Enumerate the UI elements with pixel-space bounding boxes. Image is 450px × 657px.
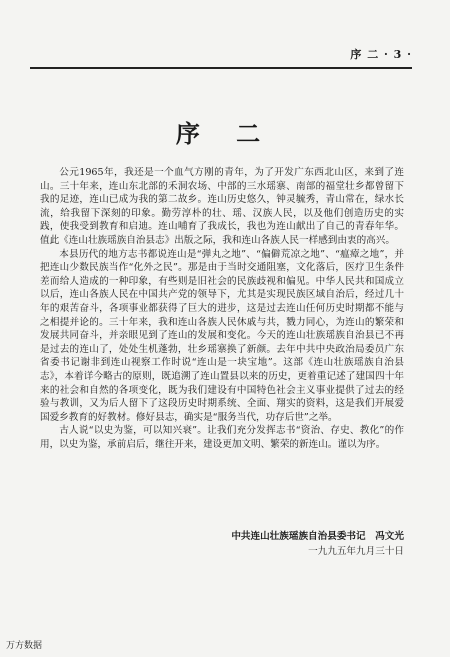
signature-name: 中共连山壮族瑶族自治县委书记 冯文光 bbox=[231, 531, 404, 542]
paragraph: 本县历代的地方志书都说连山是“弹丸之地”、“偏僻荒凉之地”、“瘟瘴之地”，并把连山少数民族当作“化外之民”。那是由于当时交通阻塞，文化落后，医疗卫生条件差而给人造成的一种印象，有些则是旧社会的民族歧视和偏见。中华人民共和国成立以后，连山各族人民在中国共产党的领导下，尤其是实现民族区域自治后，经过几十年的艰苦奋斗，各项事业都获得了巨大的进步，这是过去连山任何历史时期都不能与之相提并论的。三十年来，我和连山各族人民休戚与共，戮力同心，为连山的繁荣和发展共同奋斗，并亲眼见到了连山的发展和变化。今天的连山壮族瑶族自治县已不再是过去的连山了，处处生机蓬勃，壮乡瑶寨换了新颜。去年中共中央政治局委员广东省委书记谢非到连山视察工作时说“连山是一块宝地”。这部《连山壮族瑶族自治县志》，本着详今略古的原则，既追溯了连山置县以来的历史，更着重记述了建国四十年来的社会和自然的各项变化，既为我们建设有中国特色社会主义事业提供了过去的经验与教训，又为后人留下了这段历史时期系统、全面、翔实的资料，这是我们开展爱国爱乡教育的好教材。修好县志，确实是“服务当代，功存后世”之举。 bbox=[40, 248, 404, 423]
running-head: 序 二 · 3 · bbox=[350, 48, 412, 61]
signature-block bbox=[40, 529, 404, 559]
paragraph: 公元1965年，我还是一个血气方刚的青年，为了开发广东西北山区，来到了连山。三十年来，连山东北部的禾洞农场、中部的三水瑶寨、南部的福堂壮乡都曾留下我的足迹，连山已成为我的第二故乡。连山历史悠久，钟灵毓秀，青山常在，绿水长流，给我留下深刻的印象。勤劳淳朴的壮、瑶、汉族人民，以及他们创造历史的实践，使我受到教育和启迪。连山哺育了我成长，我也为连山献出了自己的青春年华。值此《连山壮族瑶族自治县志》出版之际，我和连山各族人民一样感到由衷的高兴。 bbox=[40, 167, 404, 246]
page-title: 序 二 bbox=[175, 119, 275, 148]
watermark-text: 万方数据 bbox=[6, 641, 43, 651]
paragraph: 古人说“以史为鉴，可以知兴衰”。让我们充分发挥志书“资治、存史、教化”的作用，以史为鉴，承前启后，继往开来，建设更加文明、繁荣的新连山。谨以为序。 bbox=[40, 425, 404, 450]
header-rule bbox=[30, 67, 412, 69]
preface-body bbox=[40, 166, 404, 451]
signature-date: 一九九五年九月三十日 bbox=[308, 546, 404, 557]
